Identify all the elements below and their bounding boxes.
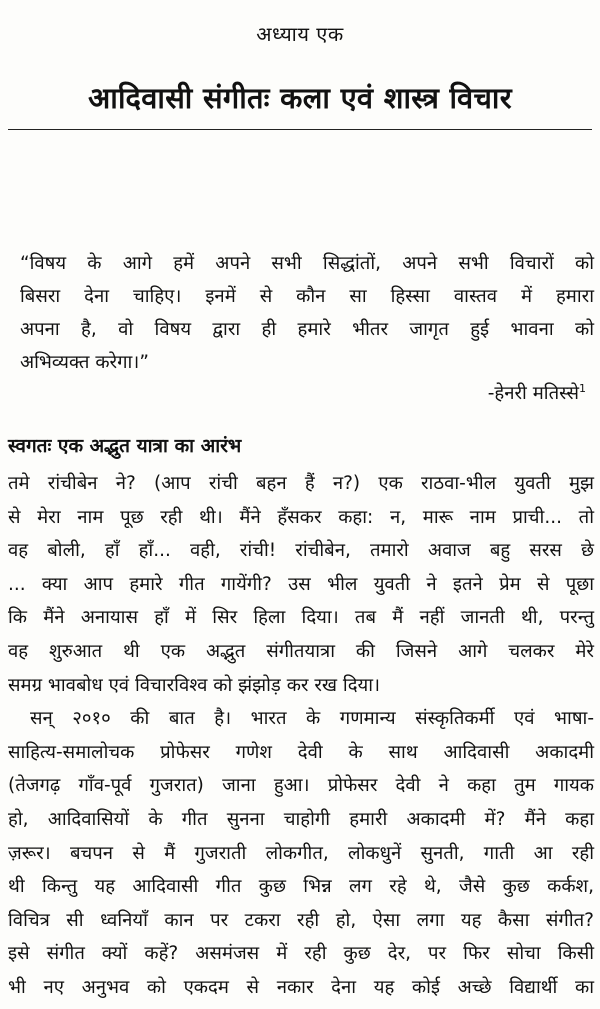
epigraph-line: अभिव्यक्त करेगा।” (20, 352, 149, 373)
epigraph-line: अपना है, वो विषय द्वारा ही हमारे भीतर जागृत हुई भावना को (20, 319, 594, 340)
epigraph-line: “विषय के आगे हमें अपने सभी सिद्धांतों, अपने सभी विचारों को (20, 253, 594, 274)
body-line: ज़रूर। बचपन से मैं गुजराती लोकगीत, लोकधुनें सुनती, गाती आ रही (8, 842, 594, 864)
body-line: इसे संगीत क्यों कहें? असमंजस में रही कुछ देर, पर फिर सोचा किसी (8, 943, 594, 965)
body-line: तमे रांचीबेन ने? (आप रांची बहन हैं न?) एक राठवा-भील युवती मुझ (8, 473, 594, 494)
footnote-marker: 1 (579, 381, 586, 395)
body-line: से मेरा नाम पूछ रही थी। मैंने हँसकर कहा: न, मारू नाम प्राची... तो (8, 506, 594, 528)
title-divider (8, 129, 592, 130)
body-line: कि मैंने अनायास हाँ में सिर हिला दिया। तब मैं नहीं जानती थी, परन्तु (8, 607, 594, 629)
epigraph-line: बिसरा देना चाहिए। इनमें से कौन सा हिस्सा वास्तव में हमारा (20, 286, 594, 307)
body-line: साहित्य-समालोचक प्रोफेसर गणेश देवी के साथ आदिवासी अकादमी (8, 741, 594, 763)
section-heading: स्वगतः एक अद्भुत यात्रा का आरंभ (8, 435, 242, 457)
epigraph-attribution (488, 380, 586, 405)
chapter-label: अध्याय एक (256, 22, 344, 46)
body-line: वह शुरुआत थी एक अद्भुत संगीतयात्रा की जिसने आगे चलकर मेरे (8, 640, 594, 662)
body-line: समग्र भावबोध एवं विचारविश्व को झंझोड़ कर रख दिया। (8, 674, 381, 696)
attribution-author: -हेनरी मतिस्से (487, 383, 579, 404)
chapter-title: आदिवासी संगीतः कला एवं शास्त्र विचार (88, 81, 512, 115)
body-text (8, 467, 594, 1005)
body-line: हो, आदिवासियों के गीत सुनना चाहोगी हमारी अकादमी में? मैंने कहा (8, 808, 594, 830)
body-line: थी किन्तु यह आदिवासी गीत कुछ भिन्न लग रहे थे, जैसे कुछ कर्कश, (8, 876, 594, 898)
body-line: विचित्र सी ध्वनियाँ कान पर टकरा रही हो, ऐसा लगा यह कैसा संगीत? (8, 909, 594, 931)
body-line: भी नए अनुभव को एकदम से नकार देना यह कोई अच्छे विद्यार्थी का (8, 976, 594, 998)
epigraph-quote (20, 247, 594, 379)
body-line: सन् २०१० की बात है। भारत के गणमान्य संस्कृतिकर्मी एवं भाषा- (30, 708, 594, 730)
body-line: (तेजगढ़ गाँव-पूर्व गुजरात) जाना हुआ। प्रोफेसर देवी ने कहा तुम गायक (8, 775, 594, 797)
body-line: ... क्या आप हमारे गीत गायेंगी? उस भील युवती ने इतने प्रेम से पूछा (8, 573, 594, 595)
body-line: वह बोली, हाँ हाँ... वही, रांची! रांचीबेन, तमारो अवाज बहु सरस छे (8, 540, 594, 562)
